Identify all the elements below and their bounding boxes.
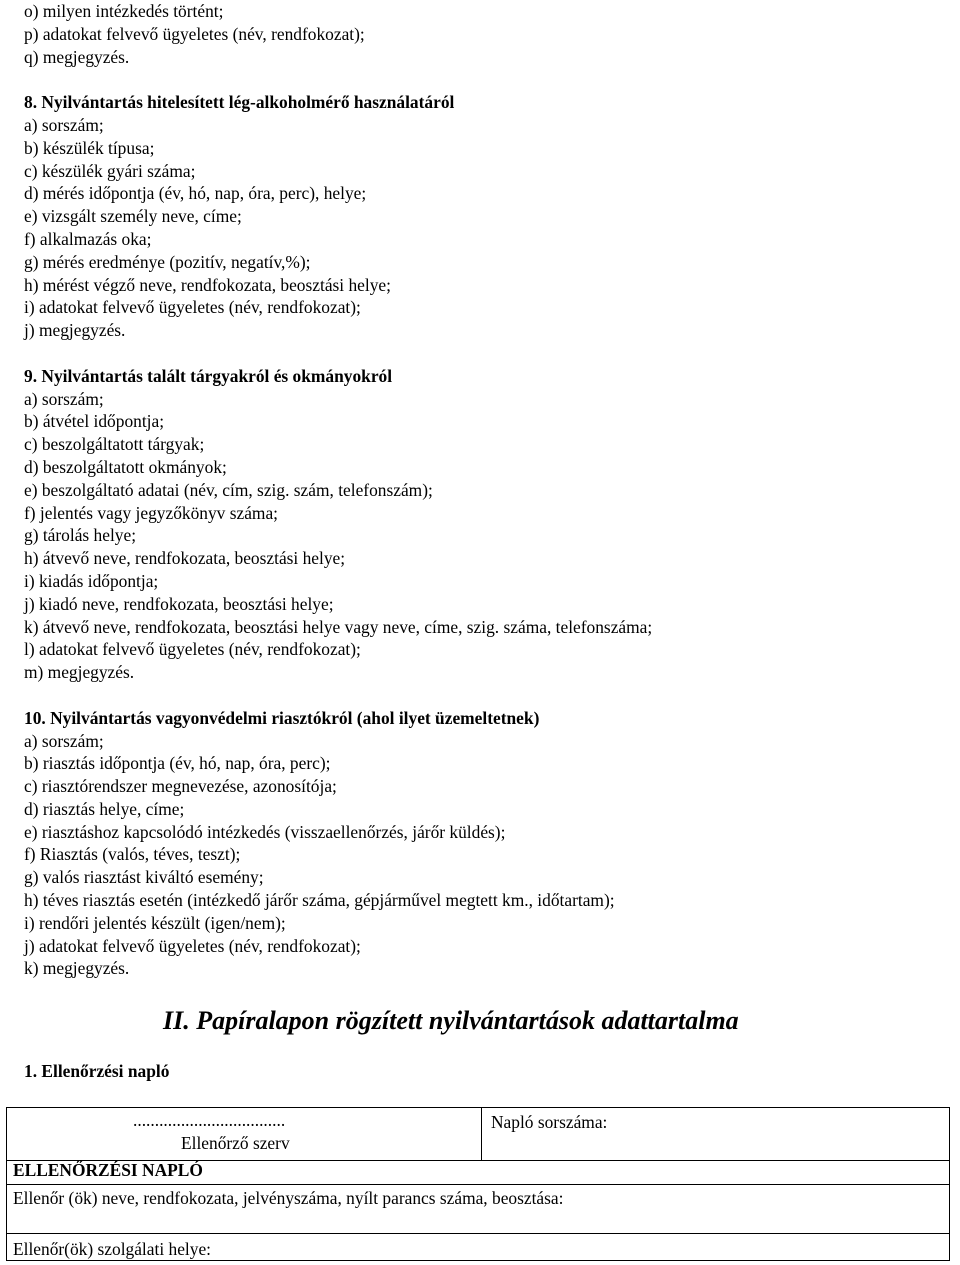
section-heading: 9. Nyilvántartás talált tárgyakról és okmányokról xyxy=(24,365,393,386)
list-item: m) megjegyzés. xyxy=(24,662,135,683)
list-item: i) adatokat felvevő ügyeletes (név, rendfokozat); xyxy=(24,297,361,318)
list-item: c) készülék gyári száma; xyxy=(24,160,196,181)
list-item: b) riasztás időpontja (év, hó, nap, óra, perc); xyxy=(24,753,331,774)
form-row-divider xyxy=(7,1233,949,1234)
list-item: h) téves riasztás esetén (intézkedő járőr száma, gépjárművel megtett km., időtartam); xyxy=(24,890,615,911)
org-dotted-line: ................................... xyxy=(133,1110,286,1130)
list-item: i) kiadás időpontja; xyxy=(24,570,159,591)
list-item: q) megjegyzés. xyxy=(24,46,130,67)
list-item: o) milyen intézkedés történt; xyxy=(24,1,224,21)
inspectors-label: Ellenőr (ök) neve, rendfokozata, jelvényszáma, nyílt parancs száma, beosztása: xyxy=(13,1188,564,1208)
form-column-divider xyxy=(481,1108,482,1160)
list-item: h) mérést végző neve, rendfokozata, beosztási helye; xyxy=(24,274,391,295)
inspection-log-form xyxy=(6,1107,950,1261)
org-label: Ellenőrző szerv xyxy=(181,1133,290,1153)
document-body xyxy=(24,0,944,980)
list-item: f) Riasztás (valós, téves, teszt); xyxy=(24,844,241,865)
section-title: II. Papíralapon rögzített nyilvántartások adattartalma xyxy=(163,1006,739,1035)
list-item: c) beszolgáltatott tárgyak; xyxy=(24,434,205,455)
list-item: h) átvevő neve, rendfokozata, beosztási helye; xyxy=(24,548,346,569)
section-heading: 8. Nyilvántartás hitelesített lég-alkoholmérő használatáról xyxy=(24,92,455,113)
paragraph-gap xyxy=(24,68,944,91)
list-item: j) kiadó neve, rendfokozata, beosztási helye; xyxy=(24,593,334,614)
list-item: k) megjegyzés. xyxy=(24,958,130,979)
service-place-label: Ellenőr(ök) szolgálati helye: xyxy=(13,1239,211,1259)
list-item: j) megjegyzés. xyxy=(24,320,126,341)
list-item: d) beszolgáltatott okmányok; xyxy=(24,456,227,477)
list-item: f) jelentés vagy jegyzőkönyv száma; xyxy=(24,502,279,523)
log-title: ELLENŐRZÉSI NAPLÓ xyxy=(13,1160,203,1180)
list-item: e) vizsgált személy neve, címe; xyxy=(24,206,242,227)
list-item: a) sorszám; xyxy=(24,388,104,409)
list-item: g) mérés eredménye (pozitív, negatív,%); xyxy=(24,251,311,272)
section-heading: 10. Nyilvántartás vagyonvédelmi riasztókról (ahol ilyet üzemeltetnek) xyxy=(24,707,540,728)
list-item: e) riasztáshoz kapcsolódó intézkedés (visszaellenőrzés, járőr küldés); xyxy=(24,821,506,842)
list-item: i) rendőri jelentés készült (igen/nem); xyxy=(24,912,286,933)
list-item: a) sorszám; xyxy=(24,114,104,135)
list-item: c) riasztórendszer megnevezése, azonosítója; xyxy=(24,776,337,797)
list-item: e) beszolgáltató adatai (név, cím, szig. szám, telefonszám); xyxy=(24,479,433,500)
list-item: b) átvétel időpontja; xyxy=(24,411,165,432)
form-row-divider xyxy=(7,1184,949,1185)
subsection-title: 1. Ellenőrzési napló xyxy=(24,1061,170,1081)
list-item: k) átvevő neve, rendfokozata, beosztási helye vagy neve, címe, szig. száma, telefonszáma; xyxy=(24,616,653,637)
list-item: d) mérés időpontja (év, hó, nap, óra, perc), helye; xyxy=(24,183,367,204)
list-item: l) adatokat felvevő ügyeletes (név, rendfokozat); xyxy=(24,639,361,660)
paragraph-gap xyxy=(24,684,944,707)
list-item: f) alkalmazás oka; xyxy=(24,228,152,249)
list-item: a) sorszám; xyxy=(24,730,104,751)
paragraph-gap xyxy=(24,342,944,365)
list-item: d) riasztás helye, címe; xyxy=(24,798,185,819)
log-number-label: Napló sorszáma: xyxy=(491,1112,608,1132)
list-item: g) tárolás helye; xyxy=(24,525,137,546)
list-item: j) adatokat felvevő ügyeletes (név, rendfokozat); xyxy=(24,935,361,956)
list-item: g) valós riasztást kiváltó esemény; xyxy=(24,867,264,888)
list-item: p) adatokat felvevő ügyeletes (név, rendfokozat); xyxy=(24,23,365,44)
list-item: b) készülék típusa; xyxy=(24,137,155,158)
